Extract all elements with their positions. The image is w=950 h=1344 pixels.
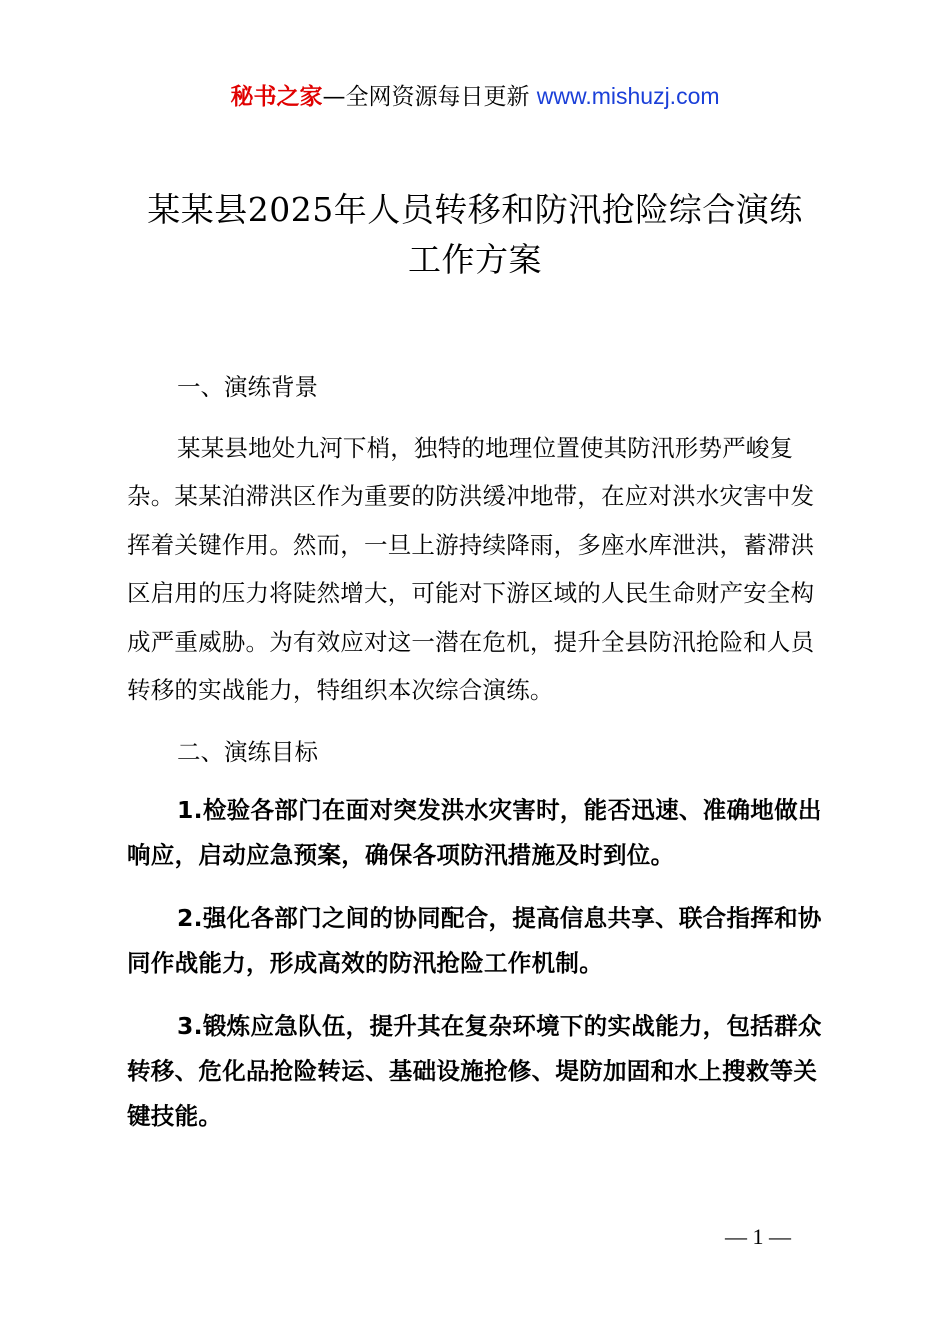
section-heading-background: 一、演练背景: [177, 373, 318, 401]
title-line-2: 工作方案: [408, 240, 542, 279]
document-body: [127, 360, 833, 1157]
goal-item-1: 1.检验各部门在面对突发洪水灾害时，能否迅速、准确地做出响应，启动应急预案，确保各项防汛措施及时到位。: [127, 796, 822, 869]
background-paragraph: 某某县地处九河下梢，独特的地理位置使其防汛形势严峻复杂。某某泊滞洪区作为重要的防洪缓冲地带，在应对洪水灾害中发挥着关键作用。然而，一旦上游持续降雨，多座水库泄洪，蓄滞洪区启用的压力将陡然增大，可能对下游区域的人民生命财产安全构成严重威胁。为有效应对这一潜在危机，提升全县防汛抢险和人员转移的实战能力，特组织本次综合演练。: [127, 433, 815, 704]
goal-item-2: 2.强化各部门之间的协同配合，提高信息共享、联合指挥和协同作战能力，形成高效的防汛抢险工作机制。: [127, 904, 822, 977]
site-brand: 秘书之家: [230, 84, 323, 110]
section-heading-goals: 二、演练目标: [177, 737, 318, 766]
site-url-link[interactable]: www.mishuzj.com: [536, 83, 720, 109]
site-header: [0, 80, 950, 113]
goal-item-3: 3.锻炼应急队伍，提升其在复杂环境下的实战能力，包括群众转移、危化品抢险转运、基础设施抢修、堤防加固和水上搜救等关键技能。: [127, 1012, 822, 1130]
title-line-1: 某某县2025年人员转移和防汛抢险综合演练: [147, 190, 803, 229]
document-title: [80, 185, 870, 285]
page-number: — 1 —: [725, 1224, 791, 1249]
site-tagline: —全网资源每日更新: [322, 84, 537, 110]
